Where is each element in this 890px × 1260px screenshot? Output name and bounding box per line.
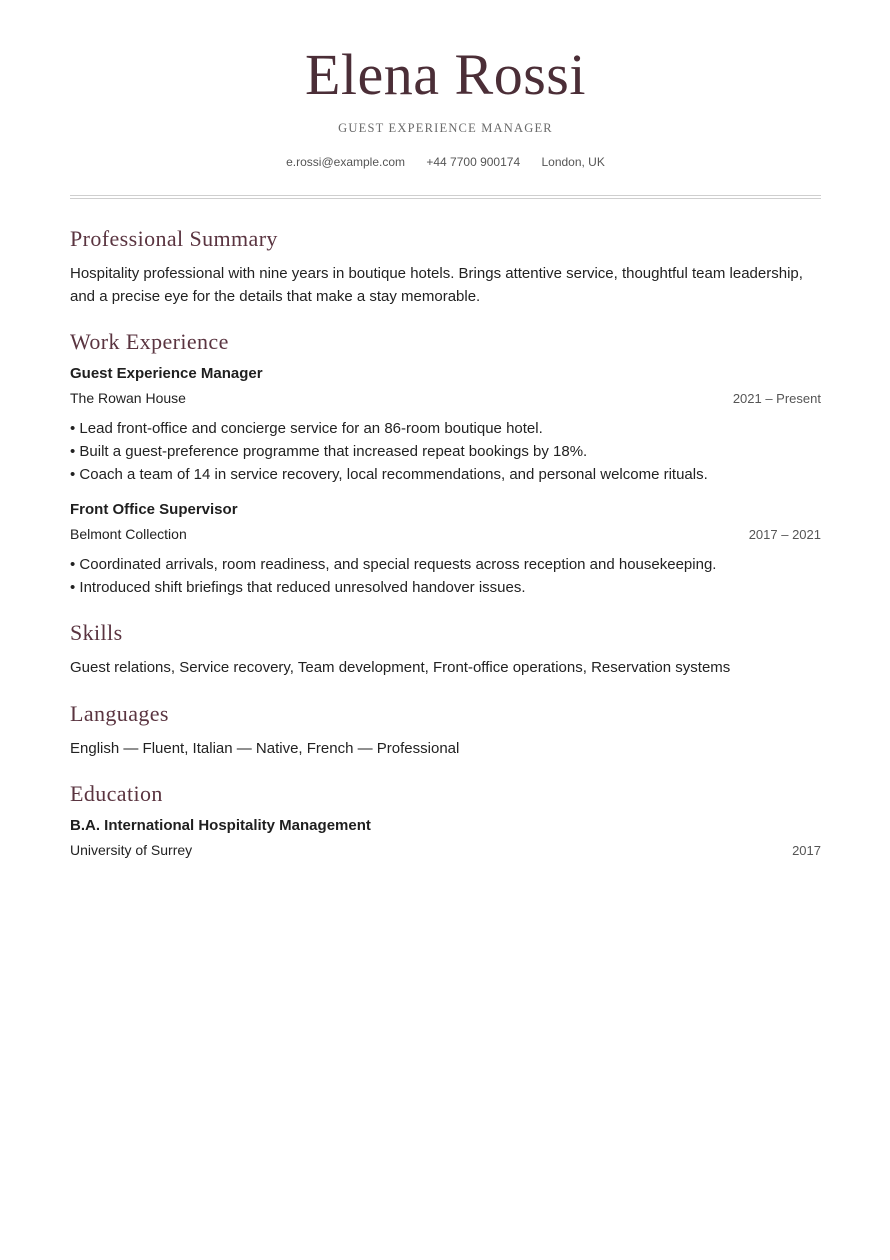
job-entry	[70, 364, 821, 486]
job-meta	[70, 524, 821, 545]
education-section	[70, 780, 821, 861]
candidate-title: GUEST EXPERIENCE MANAGER	[338, 121, 553, 135]
resume-page	[70, 0, 821, 861]
candidate-name: Elena Rossi	[305, 42, 586, 107]
summary-heading: Professional Summary	[70, 226, 278, 251]
education-heading: Education	[70, 781, 163, 806]
skills-heading: Skills	[70, 620, 123, 645]
education-school: University of Surrey	[70, 842, 193, 858]
job-company: Belmont Collection	[70, 526, 187, 542]
job-bullet: • Coordinated arrivals, room readiness, and special requests across reception and housekeeping.	[70, 553, 821, 576]
contact-email[interactable]: e.rossi@example.com	[286, 155, 406, 169]
header-divider	[70, 195, 821, 199]
skills-text: Guest relations, Service recovery, Team development, Front-office operations, Reservation systems	[70, 659, 731, 676]
job-entry	[70, 500, 821, 599]
education-year: 2017	[792, 843, 821, 858]
languages-heading: Languages	[70, 700, 169, 726]
summary-section	[70, 225, 821, 308]
skills-section	[70, 619, 821, 680]
job-bullet: • Coach a team of 14 in service recovery, local recommendations, and personal welcome rituals.	[70, 463, 821, 486]
contact-phone[interactable]: +44 7700 900174	[426, 155, 521, 169]
job-role: Guest Experience Manager	[70, 365, 263, 382]
contact-location: London, UK	[541, 155, 605, 169]
job-dates: 2021 – Present	[732, 391, 821, 406]
education-degree: B.A. International Hospitality Management	[70, 817, 371, 834]
job-company: The Rowan House	[70, 390, 186, 406]
resume-header	[70, 0, 821, 170]
contact-line	[70, 154, 821, 170]
experience-section	[70, 328, 821, 599]
experience-heading: Work Experience	[70, 329, 229, 354]
job-bullet: • Introduced shift briefings that reduced unresolved handover issues.	[70, 576, 821, 599]
summary-text: Hospitality professional with nine years in boutique hotels. Brings attentive service, thoughtful team leadership, and a precise eye for the details that make a stay memorable.	[70, 265, 803, 305]
job-dates: 2017 – 2021	[748, 527, 821, 542]
languages-text: English — Fluent, Italian — Native, French — Professional	[70, 739, 460, 757]
job-bullets	[70, 417, 821, 486]
languages-section	[70, 700, 821, 761]
job-bullets	[70, 553, 821, 599]
job-meta	[70, 388, 821, 409]
job-role: Front Office Supervisor	[70, 501, 238, 518]
education-meta	[70, 840, 821, 861]
job-bullet: • Lead front-office and concierge service for an 86-room boutique hotel.	[70, 417, 821, 440]
job-bullet: • Built a guest-preference programme that increased repeat bookings by 18%.	[70, 440, 821, 463]
